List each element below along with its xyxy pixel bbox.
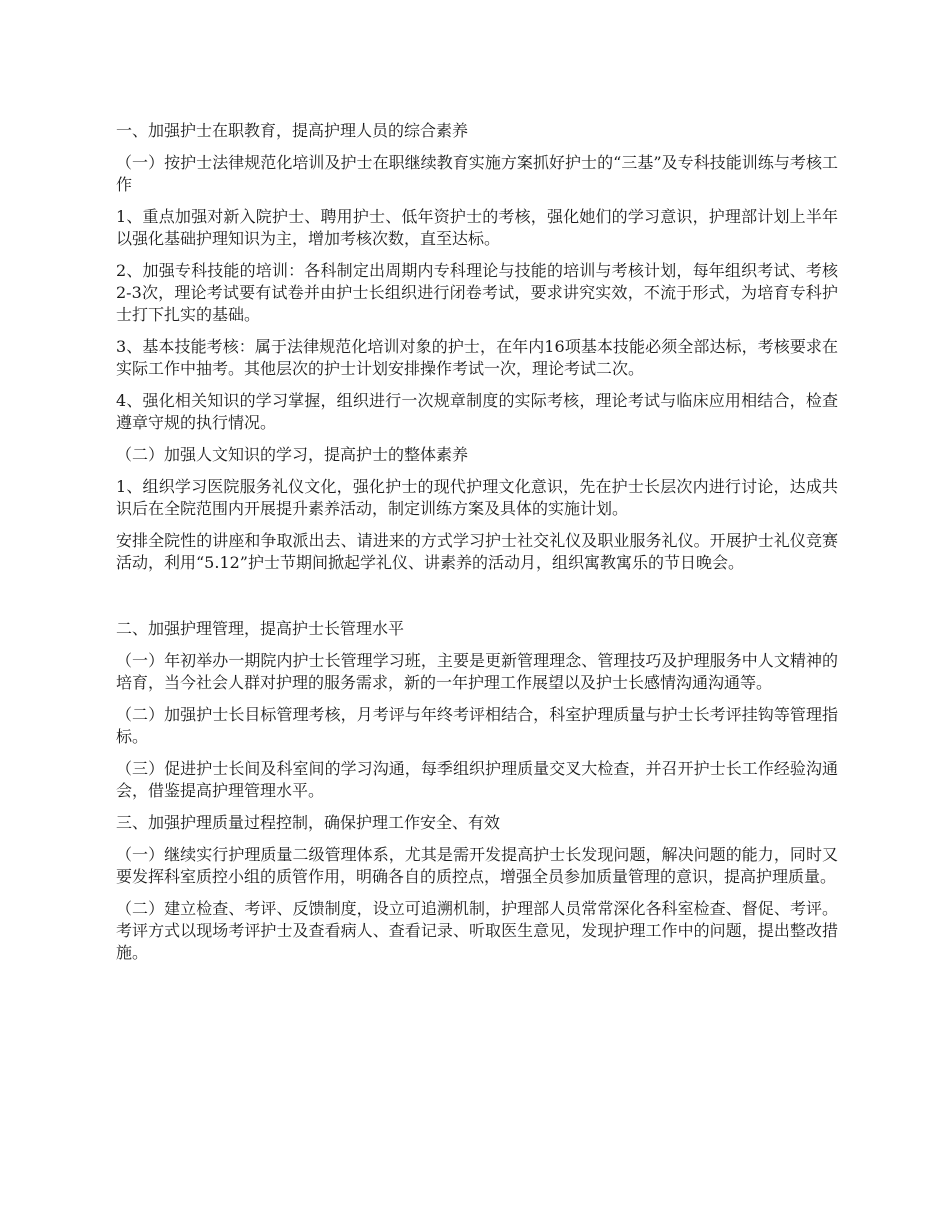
- section-gap: [116, 584, 838, 618]
- document-page: [116, 120, 838, 974]
- section-1-paragraph-3: 2、加强专科技能的培训：各科制定出周期内专科理论与技能的培训与考核计划，每年组织考试、考核2-3次，理论考试要有试卷并由护士长组织进行闭卷考试，要求讲究实效，不流于形式，为培育专科护士打下扎实的基础。: [116, 261, 838, 324]
- section-3-heading: 三、加强护理质量过程控制，确保护理工作安全、有效: [116, 813, 501, 832]
- section-1-paragraph-7: 安排全院性的讲座和争取派出去、请进来的方式学习护士社交礼仪及职业服务礼仪。开展护士礼仪竞赛活动，利用“5.12”护士节期间掀起学礼仪、讲素养的活动月，组织寓教寓乐的节日晚会。: [116, 531, 838, 572]
- section-1-paragraph-5: 4、强化相关知识的学习掌握，组织进行一次规章制度的实际考核，理论考试与临床应用相结合，检查遵章守规的执行情况。: [116, 391, 838, 432]
- section-2-heading: 二、加强护理管理，提高护士长管理水平: [116, 619, 405, 638]
- section-2-paragraph-1: （一）年初举办一期院内护士长管理学习班，主要是更新管理理念、管理技巧及护理服务中人文精神的培育，当今社会人群对护理的服务需求，新的一年护理工作展望以及护士长感情沟通沟通等。: [116, 651, 838, 692]
- section-2-paragraph-2: （二）加强护士长目标管理考核，月考评与年终考评相结合，科室护理质量与护士长考评挂钩等管理指标。: [116, 705, 838, 746]
- section-3-paragraph-2: （二）建立检查、考评、反馈制度，设立可追溯机制，护理部人员常常深化各科室检查、督促、考评。考评方式以现场考评护士及查看病人、查看记录、听取医生意见，发现护理工作中的问题，提出整改措施。: [116, 899, 838, 962]
- section-1-paragraph-2: 1、重点加强对新入院护士、聘用护士、低年资护士的考核，强化她们的学习意识，护理部计划上半年以强化基础护理知识为主，增加考核次数，直至达标。: [116, 207, 838, 248]
- section-1-paragraph-1: （一）按护士法律规范化培训及护士在职继续教育实施方案抓好护士的“三基”及专科技能训练与考核工作: [116, 153, 838, 194]
- section-3-paragraph-1: （一）继续实行护理质量二级管理体系，尤其是需开发提高护士长发现问题，解决问题的能力，同时又要发挥科室质控小组的质管作用，明确各自的质控点，增强全员参加质量管理的意识，提高护理质量。: [116, 845, 838, 886]
- section-1-paragraph-4: 3、基本技能考核：属于法律规范化培训对象的护士，在年内16项基本技能必须全部达标，考核要求在实际工作中抽考。其他层次的护士计划安排操作考试一次，理论考试二次。: [116, 337, 838, 378]
- section-1-subheading-2: （二）加强人文知识的学习，提高护士的整体素养: [116, 445, 469, 464]
- section-1-heading: 一、加强护士在职教育，提高护理人员的综合素养: [116, 121, 469, 140]
- section-2-paragraph-3: （三）促进护士长间及科室间的学习沟通，每季组织护理质量交叉大检查，并召开护士长工作经验沟通会，借鉴提高护理管理水平。: [116, 759, 838, 800]
- section-1-paragraph-6: 1、组织学习医院服务礼仪文化，强化护士的现代护理文化意识，先在护士长层次内进行讨论，达成共识后在全院范围内开展提升素养活动，制定训练方案及具体的实施计划。: [116, 477, 838, 518]
